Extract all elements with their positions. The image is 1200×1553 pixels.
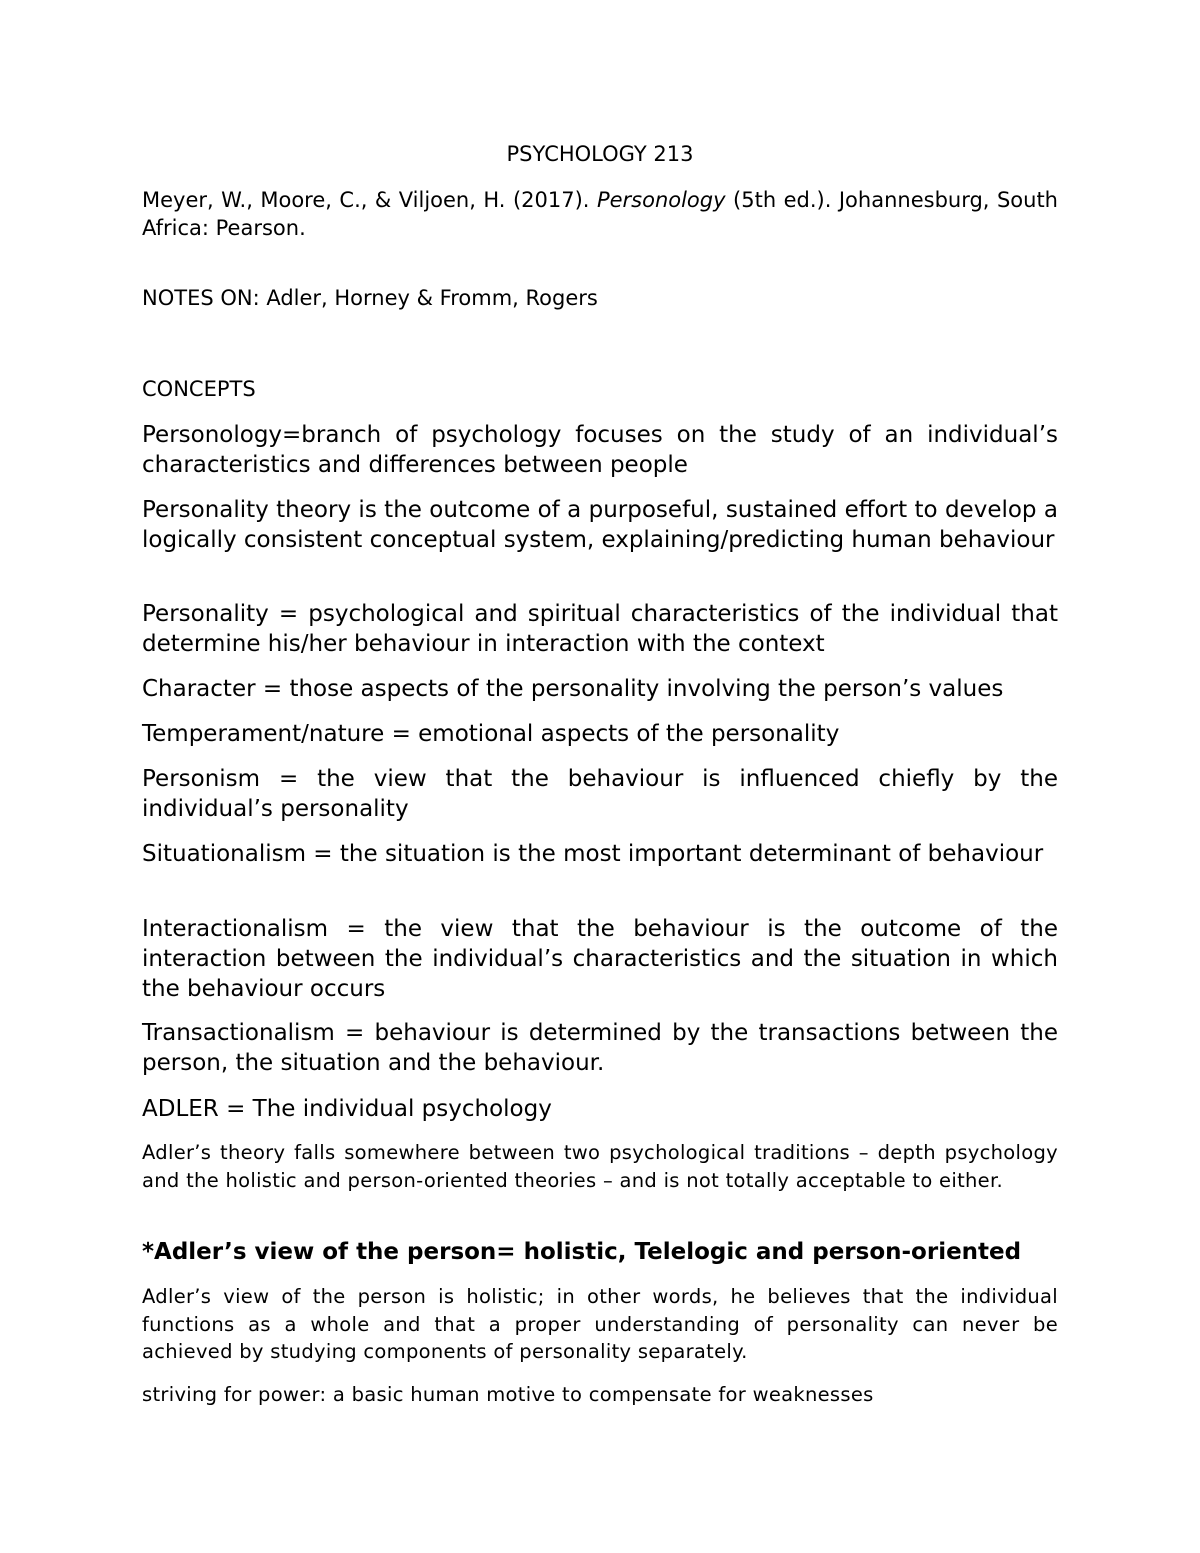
concept-personality-theory: Personality theory is the outcome of a purposeful, sustained effort to develop a logically consistent conceptual system, explaining/predicting human behaviour — [142, 497, 1058, 553]
document-title: PSYCHOLOGY 213 — [506, 142, 694, 166]
adler-intro-paragraph: Adler’s theory falls somewhere between two psychological traditions – depth psychology and the holistic and person-oriented theories – and is not totally acceptable to either. — [142, 1141, 1058, 1192]
adler-heading: ADLER = The individual psychology — [142, 1096, 552, 1122]
concepts-heading: CONCEPTS — [142, 377, 256, 401]
concept-transactionalism: Transactionalism = behaviour is determined by the transactions between the person, the situation and the behaviour. — [142, 1020, 1058, 1076]
adler-view-paragraph: Adler’s view of the person is holistic; in other words, he believes that the individual functions as a whole and that a proper understanding of personality can never be achieved by studying components of personality separately. — [142, 1285, 1058, 1363]
concept-interactionalism: Interactionalism = the view that the behaviour is the outcome of the interaction between the individual’s characteristics and the situation in which the behaviour occurs — [142, 916, 1058, 1002]
notes-on-line: NOTES ON: Adler, Horney & Fromm, Rogers — [142, 286, 598, 310]
concept-character: Character = those aspects of the personality involving the person’s values — [142, 676, 1004, 702]
reference-authors: Meyer, W., Moore, C., & Viljoen, H. (2017). — [142, 188, 590, 212]
concept-situationalism: Situationalism = the situation is the most important determinant of behaviour — [142, 841, 1044, 867]
striving-for-power-line: striving for power: a basic human motive to compensate for weaknesses — [142, 1383, 874, 1406]
reference-citation — [142, 187, 1058, 242]
reference-book-title: Personology — [596, 188, 726, 212]
reference-publisher: (5th ed.). Johannesburg, South Africa: Pearson. — [142, 188, 1058, 240]
concept-personology: Personology=branch of psychology focuses on the study of an individual’s characteristics and differences between people — [142, 422, 1058, 478]
adler-view-heading: *Adler’s view of the person= holistic, Telelogic and person-oriented — [142, 1239, 1022, 1265]
concept-personality: Personality = psychological and spiritual characteristics of the individual that determine his/her behaviour in interaction with the context — [142, 601, 1058, 657]
concept-personism: Personism = the view that the behaviour is influenced chiefly by the individual’s personality — [142, 766, 1058, 822]
concept-temperament: Temperament/nature = emotional aspects of the personality — [142, 721, 840, 747]
